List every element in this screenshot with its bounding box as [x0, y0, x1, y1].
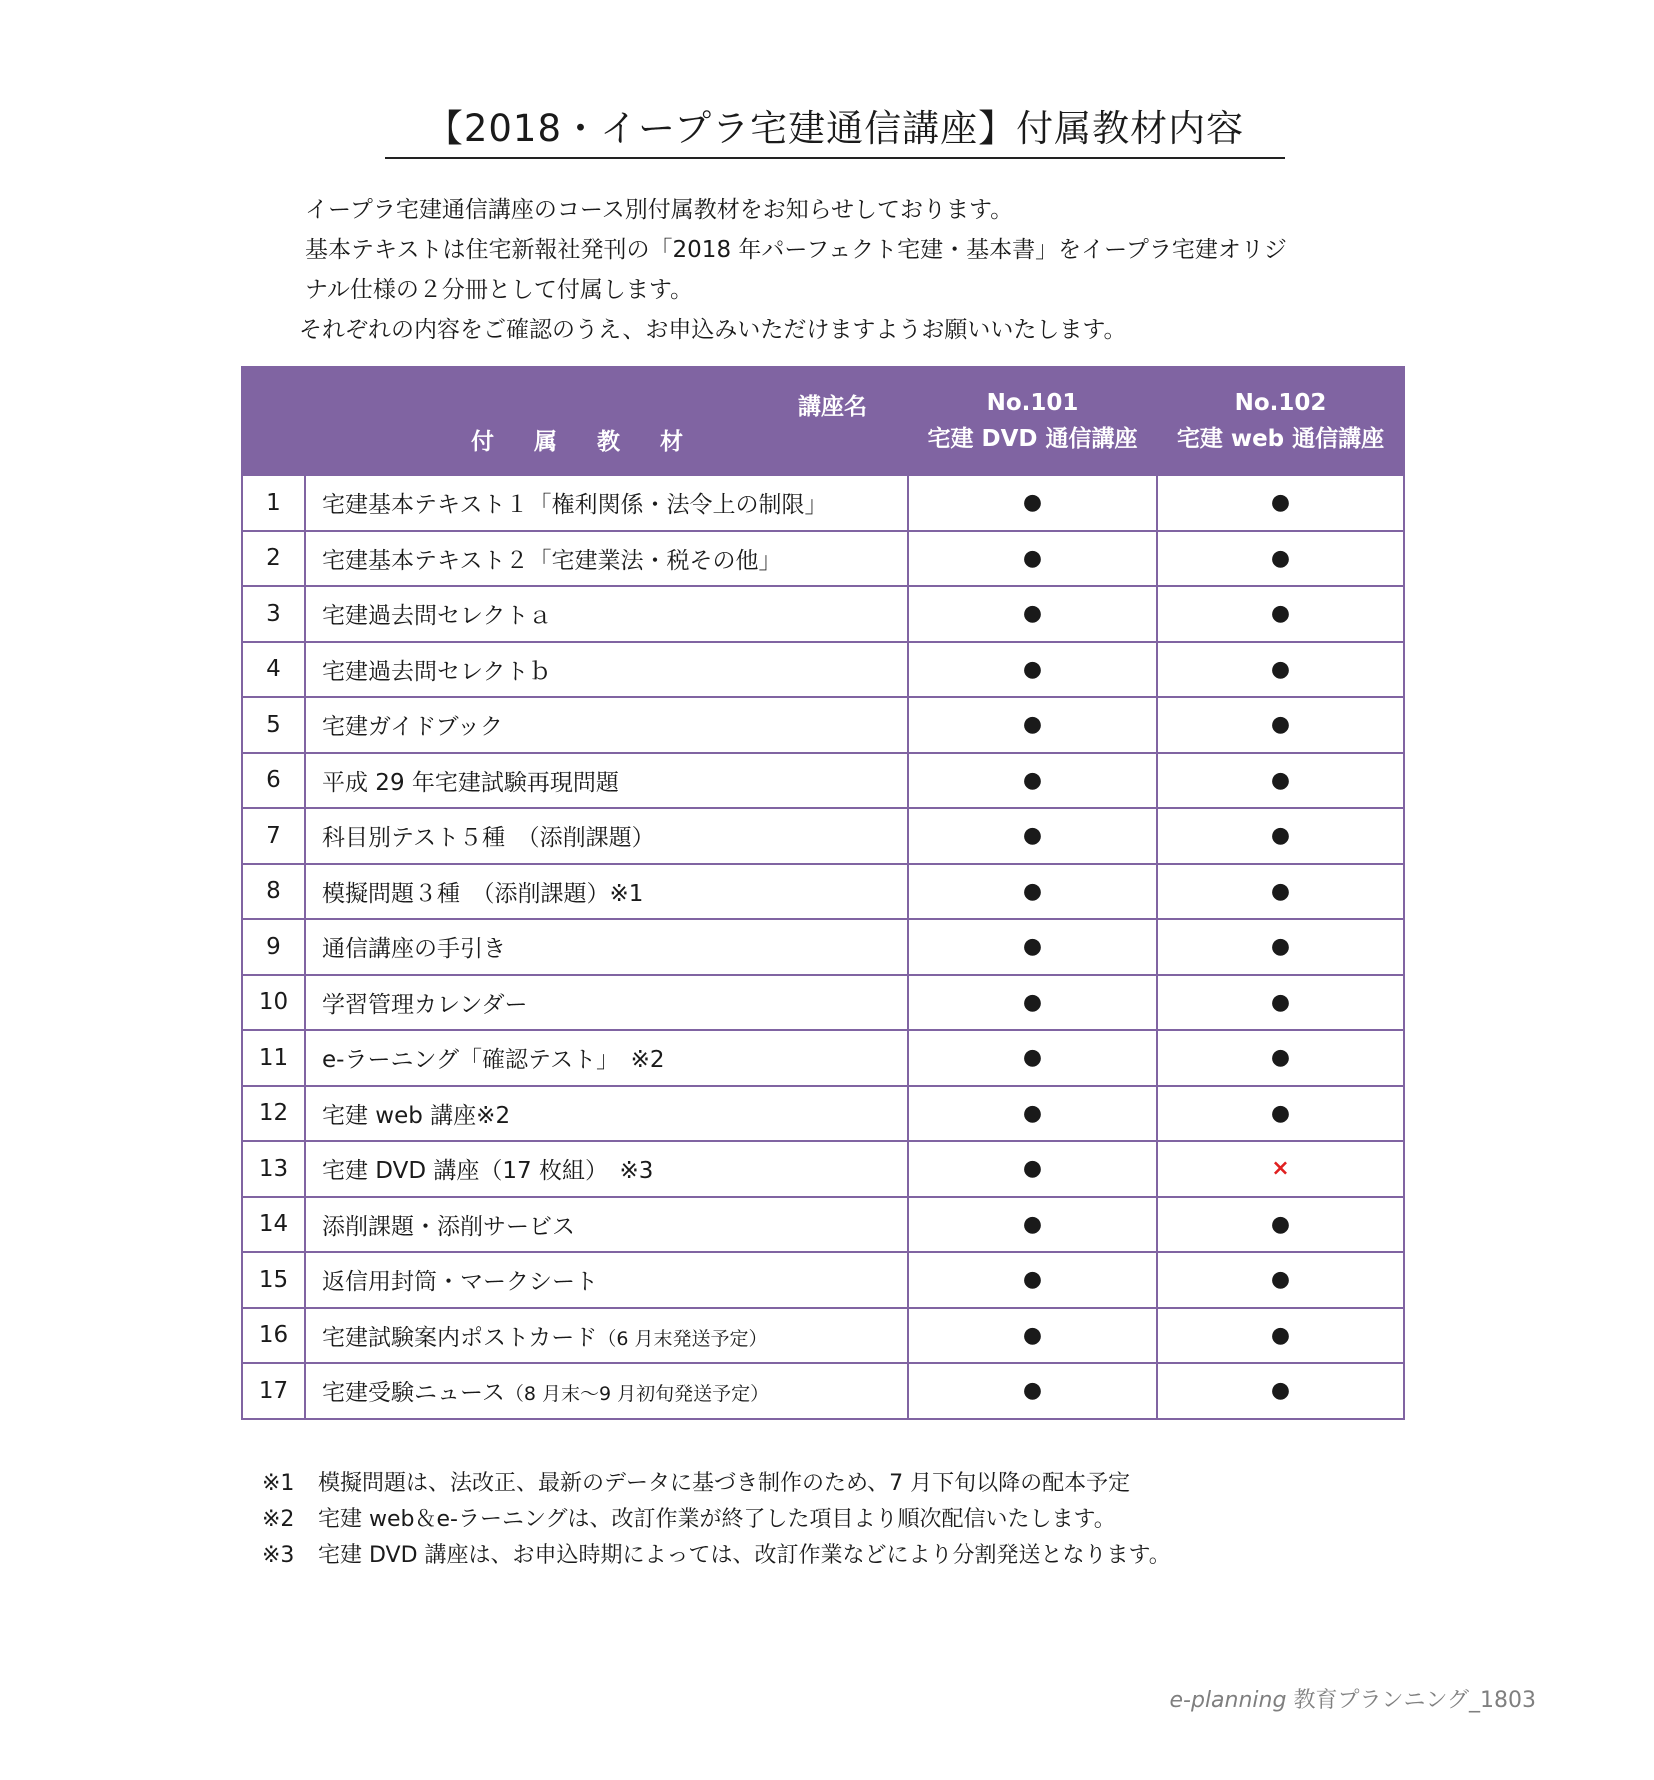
dvd-included-mark: ● — [908, 919, 1157, 975]
material-name-cell — [305, 1086, 908, 1142]
material-name-cell — [305, 808, 908, 864]
material-name-cell — [305, 475, 908, 531]
footnote-mark: ※2 — [262, 1507, 295, 1532]
title-underline — [385, 157, 1285, 159]
material-name-cell — [305, 1197, 908, 1253]
intro-line-1: イープラ宅建通信講座のコース別付属教材をお知らせしております。 — [305, 197, 1014, 223]
dvd-included-mark: ● — [908, 1141, 1157, 1197]
row-number: 11 — [242, 1030, 305, 1086]
table-row — [242, 753, 1404, 809]
web-included-mark: ● — [1157, 1030, 1404, 1086]
dvd-included-mark: ● — [908, 1252, 1157, 1308]
dvd-included-mark: ● — [908, 1030, 1157, 1086]
web-included-mark: ● — [1157, 1363, 1404, 1419]
web-included-mark: ● — [1157, 975, 1404, 1031]
material-name: 宅建過去問セレクトａ — [322, 603, 552, 630]
material-name: 添削課題・添削サービス — [322, 1213, 575, 1240]
dvd-included-mark: ● — [908, 808, 1157, 864]
material-name: 科目別テスト５種 （添削課題） — [322, 825, 655, 852]
material-name: e-ラーニング「確認テスト」 ※2 — [322, 1047, 665, 1074]
material-name-cell — [305, 1308, 908, 1364]
footnote-3 — [262, 1538, 1462, 1574]
dvd-included-mark: ● — [908, 642, 1157, 698]
row-number: 8 — [242, 864, 305, 920]
web-included-mark: ● — [1157, 475, 1404, 531]
intro-line-3: ナル仕様の２分冊として付属します。 — [305, 277, 694, 303]
table-row — [242, 1197, 1404, 1253]
footnote-1 — [262, 1466, 1462, 1502]
material-name-cell — [305, 975, 908, 1031]
web-included-mark: ● — [1157, 697, 1404, 753]
row-number: 5 — [242, 697, 305, 753]
dvd-included-mark: ● — [908, 753, 1157, 809]
table-row — [242, 1363, 1404, 1419]
footnotes — [262, 1466, 1462, 1574]
dvd-included-mark: ● — [908, 975, 1157, 1031]
material-name: 宅建ガイドブック — [322, 714, 504, 741]
row-number: 10 — [242, 975, 305, 1031]
web-included-mark: × — [1157, 1141, 1404, 1197]
table-row — [242, 531, 1404, 587]
material-name: 通信講座の手引き — [322, 936, 506, 963]
material-name: 宅建 web 講座※2 — [322, 1102, 511, 1129]
table-row — [242, 1252, 1404, 1308]
row-number: 12 — [242, 1086, 305, 1142]
material-name-cell — [305, 1252, 908, 1308]
web-included-mark: ● — [1157, 864, 1404, 920]
web-included-mark: ● — [1157, 1252, 1404, 1308]
material-name-cell — [305, 697, 908, 753]
header-material-label: 付 属 教 材 — [471, 429, 700, 455]
material-name: 返信用封筒・マークシート — [322, 1269, 598, 1296]
header-col-web-name: 宅建 web 通信講座 — [1176, 426, 1385, 452]
material-name-cell — [305, 531, 908, 587]
footnote-2 — [262, 1502, 1462, 1538]
material-name-cell — [305, 864, 908, 920]
material-name: 宅建試験案内ポストカード — [322, 1324, 598, 1351]
row-number: 17 — [242, 1363, 305, 1419]
web-included-mark: ● — [1157, 531, 1404, 587]
row-number: 2 — [242, 531, 305, 587]
table-row — [242, 864, 1404, 920]
row-number: 14 — [242, 1197, 305, 1253]
footnote-text: 模擬問題は、法改正、最新のデータに基づき制作のため、7 月下旬以降の配本予定 — [318, 1471, 1131, 1496]
table-row — [242, 1086, 1404, 1142]
header-col-dvd-name: 宅建 DVD 通信講座 — [927, 426, 1138, 452]
header-course-label: 講座名 — [798, 394, 867, 420]
footnote-text: 宅建 DVD 講座は、お申込時期によっては、改訂作業などにより分割発送となります。 — [318, 1543, 1171, 1568]
material-name: 平成 29 年宅建試験再現問題 — [322, 769, 619, 796]
table-row — [242, 697, 1404, 753]
page-footer — [1170, 1683, 1537, 1714]
table-row — [242, 1141, 1404, 1197]
material-name-cell — [305, 642, 908, 698]
header-col-dvd-no: No.101 — [986, 390, 1079, 416]
footer-brand: e-planning — [1169, 1688, 1287, 1713]
web-included-mark: ● — [1157, 1086, 1404, 1142]
table-row — [242, 642, 1404, 698]
dvd-included-mark: ● — [908, 864, 1157, 920]
material-name: 宅建基本テキスト２「宅建業法・税その他」 — [322, 547, 782, 574]
web-included-mark: ● — [1157, 919, 1404, 975]
row-number: 6 — [242, 753, 305, 809]
header-col-dvd — [908, 367, 1157, 475]
row-number: 9 — [242, 919, 305, 975]
row-number: 15 — [242, 1252, 305, 1308]
intro-line-2: 基本テキストは住宅新報社発刊の「2018 年パーフェクト宅建・基本書」をイープラ宅建オリジ — [305, 237, 1287, 263]
material-name-cell — [305, 919, 908, 975]
footnote-mark: ※1 — [262, 1471, 295, 1496]
intro-text — [299, 190, 1405, 350]
table-header-row — [242, 367, 1404, 475]
footnote-mark: ※3 — [262, 1543, 295, 1568]
table-row — [242, 1308, 1404, 1364]
web-included-mark: ● — [1157, 808, 1404, 864]
dvd-included-mark: ● — [908, 475, 1157, 531]
header-diagonal-cell — [242, 367, 908, 475]
material-name: 宅建受験ニュース — [322, 1380, 505, 1407]
web-included-mark: ● — [1157, 586, 1404, 642]
material-name-cell — [305, 1141, 908, 1197]
material-name: 模擬問題３種 （添削課題）※1 — [322, 880, 644, 907]
dvd-included-mark: ● — [908, 697, 1157, 753]
intro-line-4: それぞれの内容をご確認のうえ、お申込みいただけますようお願いいたします。 — [299, 317, 1127, 343]
row-number: 13 — [242, 1141, 305, 1197]
table-row — [242, 808, 1404, 864]
dvd-included-mark: ● — [908, 1363, 1157, 1419]
material-name: 宅建過去問セレクトｂ — [322, 658, 552, 685]
table-row — [242, 1030, 1404, 1086]
material-name: 宅建 DVD 講座（17 枚組） ※3 — [322, 1158, 654, 1185]
material-name-cell — [305, 1030, 908, 1086]
dvd-included-mark: ● — [908, 1197, 1157, 1253]
dvd-included-mark: ● — [908, 1086, 1157, 1142]
web-included-mark: ● — [1157, 1308, 1404, 1364]
web-included-mark: ● — [1157, 642, 1404, 698]
dvd-included-mark: ● — [908, 1308, 1157, 1364]
material-note: （8 月末～9 月初旬発送予定） — [504, 1383, 770, 1406]
web-included-mark: ● — [1157, 753, 1404, 809]
material-name-cell — [305, 586, 908, 642]
table-row — [242, 919, 1404, 975]
material-name: 宅建基本テキスト１「権利関係・法令上の制限」 — [322, 492, 828, 519]
row-number: 1 — [242, 475, 305, 531]
header-col-web — [1157, 367, 1404, 475]
page-title: 【2018・イープラ宅建通信講座】付属教材内容 — [425, 107, 1245, 150]
row-number: 4 — [242, 642, 305, 698]
material-name: 学習管理カレンダー — [322, 991, 528, 1018]
materials-table — [241, 366, 1405, 1420]
footer-text: 教育プランニング_1803 — [1286, 1688, 1536, 1713]
header-col-web-no: No.102 — [1234, 390, 1327, 416]
table-row — [242, 975, 1404, 1031]
dvd-included-mark: ● — [908, 586, 1157, 642]
row-number: 16 — [242, 1308, 305, 1364]
material-name-cell — [305, 753, 908, 809]
dvd-included-mark: ● — [908, 531, 1157, 587]
row-number: 3 — [242, 586, 305, 642]
footnote-text: 宅建 web＆e-ラーニングは、改訂作業が終了した項目より順次配信いたします。 — [318, 1507, 1116, 1532]
row-number: 7 — [242, 808, 305, 864]
table-row — [242, 475, 1404, 531]
material-name-cell — [305, 1363, 908, 1419]
material-note: （6 月末発送予定） — [597, 1327, 768, 1350]
web-included-mark: ● — [1157, 1197, 1404, 1253]
table-row — [242, 586, 1404, 642]
